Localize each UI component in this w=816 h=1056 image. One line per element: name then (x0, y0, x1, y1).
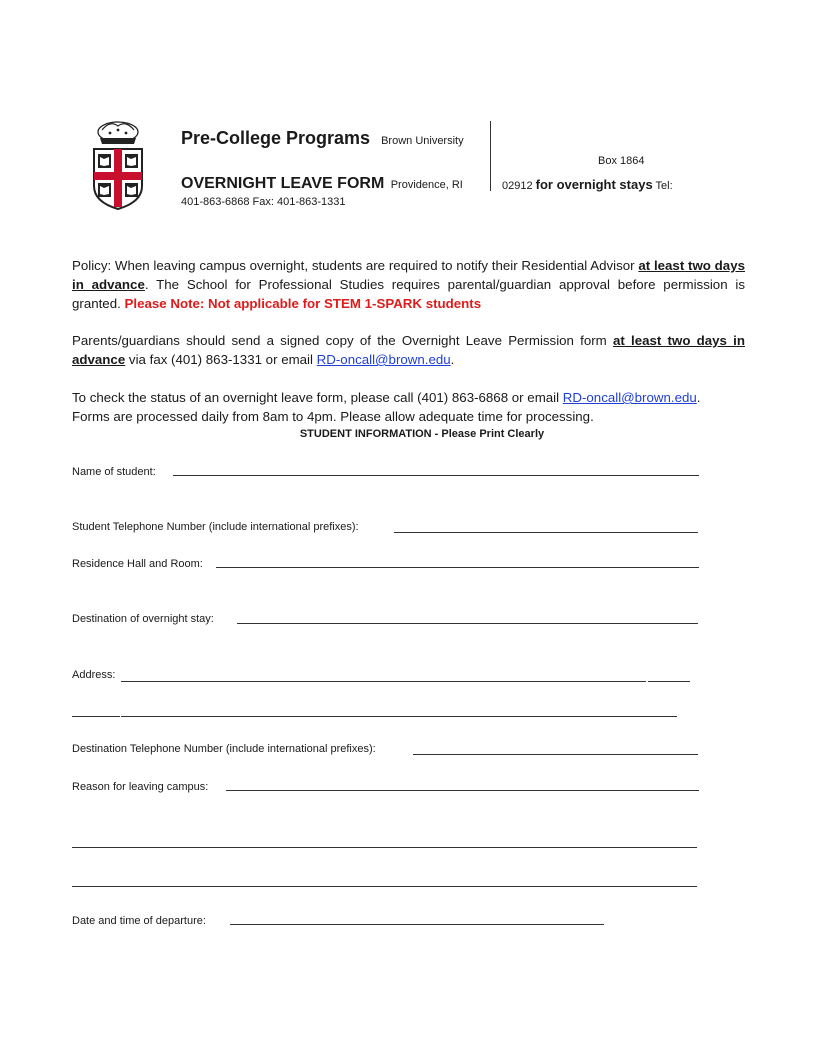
address-label: Address: (72, 669, 116, 681)
dest-phone-label: Destination Telephone Number (include international prefixes): (72, 743, 376, 755)
address-input-line[interactable] (121, 681, 646, 682)
status-text-a: To check the status of an overnight leave form, please call (401) 863-6868 or email (72, 390, 563, 405)
policy-paragraph (72, 256, 745, 313)
processing-text: Forms are processed daily from 8am to 4pm. Please allow adequate time for processing. (72, 409, 594, 424)
name-input-line[interactable] (173, 475, 699, 476)
form-title-text: OVERNIGHT LEAVE FORM (181, 175, 385, 192)
header-divider (490, 121, 491, 191)
brown-university-shield-logo (88, 116, 148, 212)
policy-note: Please Note: Not applicable for STEM 1-SPARK students (124, 296, 482, 311)
section-title: STUDENT INFORMATION - Please Print Clearly (299, 428, 545, 440)
student-phone-input-line[interactable] (394, 532, 698, 533)
parents-two-days: at least two days in advance (72, 333, 745, 367)
rd-oncall-email-link-2[interactable]: RD-oncall@brown.edu (562, 390, 697, 405)
city: Providence, RI (390, 179, 463, 191)
parents-text-c: via fax (401) 863-1331 or email (125, 352, 317, 367)
parents-period: . (450, 352, 455, 367)
rd-oncall-email-link[interactable]: RD-oncall@brown.edu (316, 352, 451, 367)
for-overnight-stays: for overnight stays (535, 177, 653, 192)
policy-two-days: at least two days in advance (72, 258, 745, 292)
parents-text-a: Parents/guardians should send a signed copy of the Overnight Leave Permission form (72, 333, 613, 348)
address-input-line-2[interactable] (121, 716, 677, 717)
tel-label: Tel: (655, 180, 673, 192)
reason-input-line[interactable] (226, 790, 699, 791)
student-phone-label: Student Telephone Number (include international prefixes): (72, 521, 359, 533)
destination-input-line[interactable] (237, 623, 698, 624)
reason-input-line-2[interactable] (72, 847, 697, 848)
university-name: Brown University (381, 135, 464, 147)
address-input-line-end[interactable] (648, 681, 690, 682)
org-name: Pre-College Programs (181, 128, 371, 148)
zip-line (502, 177, 673, 192)
form-title (181, 175, 463, 193)
org-title (181, 128, 464, 149)
reason-label: Reason for leaving campus: (72, 781, 209, 793)
destination-label: Destination of overnight stay: (72, 613, 214, 625)
residence-input-line[interactable] (216, 567, 699, 568)
departure-input-line[interactable] (230, 924, 604, 925)
departure-label: Date and time of departure: (72, 915, 206, 927)
status-paragraph (72, 388, 745, 426)
name-label: Name of student: (72, 466, 156, 478)
zip-code: 02912 (502, 180, 533, 192)
reason-input-line-3[interactable] (72, 886, 697, 887)
parents-paragraph (72, 331, 745, 369)
residence-label: Residence Hall and Room: (72, 558, 203, 570)
policy-text-a: Policy: When leaving campus overnight, students are required to notify their Residential Advisor (72, 258, 639, 273)
box-number: Box 1864 (598, 155, 645, 167)
address-line-2-start[interactable] (72, 716, 120, 717)
status-period: . (696, 390, 701, 405)
phone-fax: 401-863-6868 Fax: 401-863-1331 (181, 196, 346, 208)
policy-text-c: . The School for Professional Studies requires parental/guardian approval before permission is granted. (72, 277, 746, 311)
dest-phone-input-line[interactable] (413, 754, 698, 755)
